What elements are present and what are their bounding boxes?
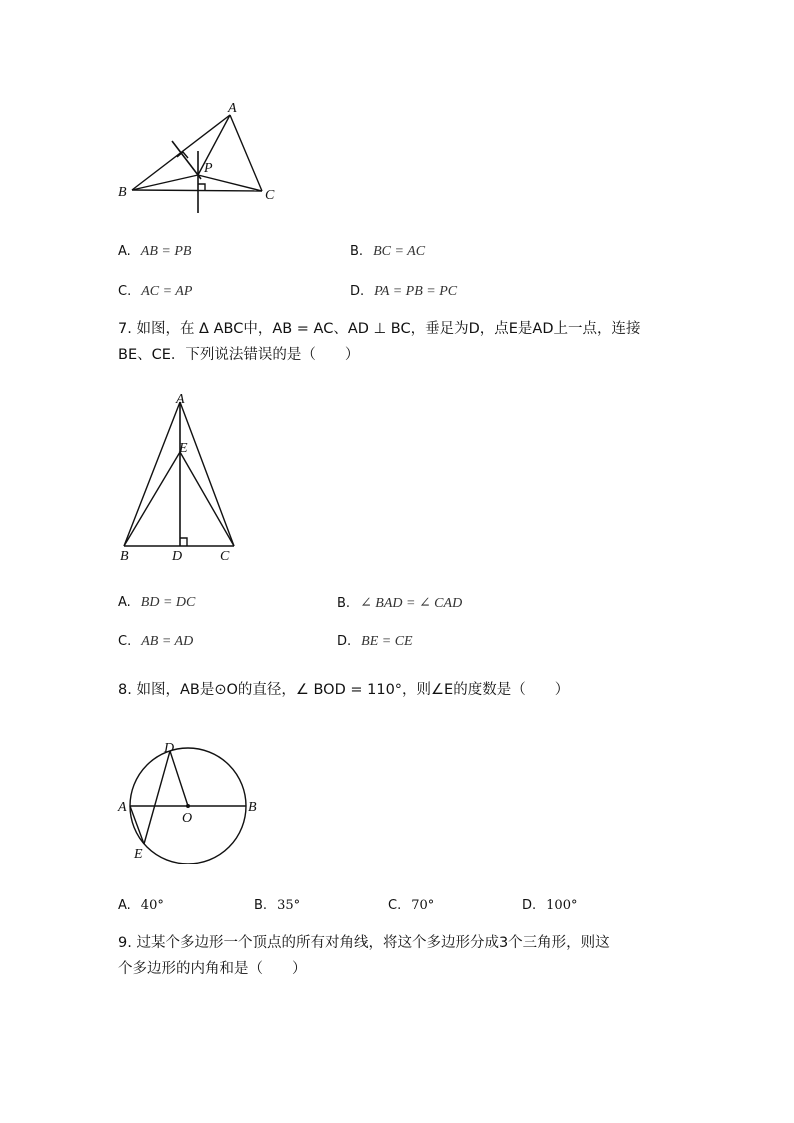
option-key: D.	[337, 634, 352, 649]
q7-option-c[interactable]	[118, 634, 193, 650]
q7-stem-line1: 如图，在 Δ ABC中，AB = AC、AD ⊥ BC，垂足为D，点E是AD上一点，连接	[136, 321, 641, 337]
q6-option-c[interactable]	[118, 284, 192, 300]
q8-label-e: E	[134, 847, 143, 862]
option-key: B.	[254, 898, 268, 913]
q7-label-b: B	[120, 549, 129, 564]
option-text: AB = PB	[140, 244, 192, 259]
q9-stem	[118, 930, 678, 982]
option-key: C.	[388, 898, 402, 913]
q8-option-b[interactable]	[254, 898, 300, 913]
q8-stem	[118, 677, 678, 703]
q6-label-b: B	[118, 185, 127, 200]
center-point	[186, 804, 190, 808]
option-text: AB = AD	[141, 634, 194, 649]
option-key: B.	[337, 596, 351, 611]
q8-option-d[interactable]	[522, 898, 577, 913]
q7-label-e: E	[179, 441, 188, 456]
q7-option-a[interactable]	[118, 595, 195, 611]
option-key: B.	[350, 244, 364, 259]
q7-label-d: D	[172, 549, 183, 564]
option-key: C.	[118, 284, 132, 299]
q9-stem-line1: 过某个多边形一个顶点的所有对角线，将这个多边形分成3个三角形，则这	[136, 935, 610, 951]
q8-stem-text: 如图，AB是⊙O的直径，∠ BOD = 110°，则∠E的度数是（ ）	[136, 682, 570, 698]
q6-option-d[interactable]	[350, 284, 457, 300]
q6-option-a[interactable]	[118, 244, 191, 260]
option-text: BD = DC	[140, 595, 196, 610]
q7-stem	[118, 316, 678, 368]
q7-label-c: C	[220, 549, 230, 564]
q8-label-o: O	[182, 811, 193, 826]
option-key: D.	[350, 284, 365, 299]
option-text: BC = AC	[373, 244, 426, 259]
q7-option-b[interactable]	[337, 595, 462, 612]
option-text: BE = CE	[361, 634, 413, 649]
option-key: D.	[522, 898, 537, 913]
q6-option-b[interactable]	[350, 244, 425, 260]
q8-option-a[interactable]	[118, 898, 164, 913]
question-number: 7.	[118, 321, 132, 337]
option-key: A.	[118, 595, 131, 610]
question-number: 8.	[118, 682, 132, 698]
q6-figure	[110, 95, 290, 220]
q7-label-a: A	[176, 392, 185, 407]
option-key: A.	[118, 244, 131, 259]
option-text: AC = AP	[141, 284, 193, 299]
q8-figure	[112, 734, 272, 864]
q7-option-d[interactable]	[337, 634, 413, 650]
q8-label-b: B	[248, 800, 257, 815]
q8-label-a: A	[118, 800, 127, 815]
option-text: 70°	[411, 898, 435, 913]
option-key: A.	[118, 898, 131, 913]
q8-option-c[interactable]	[388, 898, 434, 913]
q7-figure	[112, 388, 247, 568]
option-text: 40°	[140, 898, 164, 913]
option-key: C.	[118, 634, 132, 649]
q6-label-a: A	[228, 101, 237, 116]
q9-stem-line2: 个多边形的内角和是（ ）	[118, 961, 307, 977]
q7-stem-line2: BE、CE．下列说法错误的是（ ）	[118, 347, 360, 363]
option-text: 35°	[277, 898, 301, 913]
option-text: ∠ BAD = ∠ CAD	[360, 596, 463, 611]
q6-label-p: P	[204, 161, 213, 176]
q6-label-c: C	[265, 188, 275, 203]
q8-label-d: D	[164, 741, 175, 756]
question-number: 9.	[118, 935, 132, 951]
option-text: 100°	[546, 898, 578, 913]
option-text: PA = PB = PC	[374, 284, 458, 299]
